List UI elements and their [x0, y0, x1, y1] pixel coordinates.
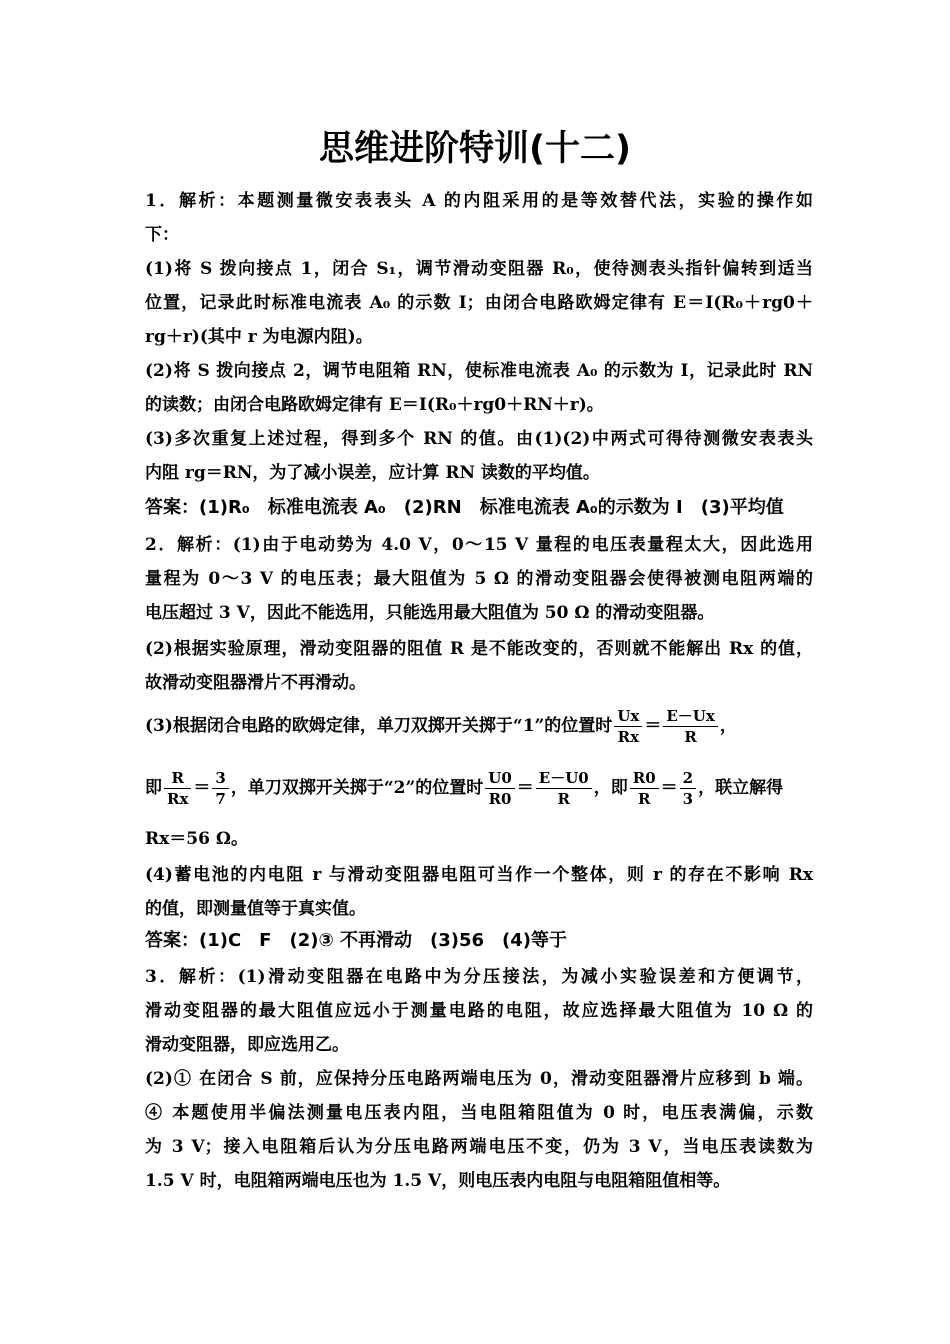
- fraction-r-over-rx: $\frac{R}{Rx}$: [164, 768, 191, 809]
- q3-line-5: ④ 本题使用半偏法测量电压表内阻，当电阻箱阻值为 0 时，电压表满偏，示数: [145, 1103, 813, 1123]
- q2-line-7-suffix: ，联立解得: [698, 778, 784, 798]
- q2-line-7-middle: ，单刀双掷开关掷于“2”的位置时: [230, 778, 484, 798]
- fraction-ux-over-rx: $\frac{Ux}{Rx}$: [614, 706, 642, 747]
- q2-line-4: (2)根据实验原理，滑动变阻器的阻值 R 是不能改变的，否则就不能解出 Rx 的值，: [145, 639, 813, 659]
- fraction-e-minus-ux-over-r: $\frac{E-Ux}{R}$: [663, 706, 717, 747]
- q2-line-1: 2．解析：(1)由于电动势为 4.0 V，0～15 V 量程的电压表量程太大，因此选用: [145, 535, 813, 555]
- q3-line-4: (2)① 在闭合 S 前，应保持分压电路两端电压为 0，滑动变阻器滑片应移到 b 端。: [145, 1069, 813, 1089]
- q3-line-3: 滑动变阻器，即应选用乙。: [145, 1035, 349, 1055]
- q2-line-5: 故滑动变阻器滑片不再滑动。: [145, 673, 366, 693]
- q2-line-3: 电压超过 3 V，因此不能选用，只能选用最大阻值为 50 Ω 的滑动变阻器。: [145, 603, 715, 623]
- fraction-2-over-3: $\frac{2}{3}$: [680, 768, 696, 809]
- q2-line-2: 量程为 0～3 V 的电压表；最大阻值为 5 Ω 的滑动变阻器会使得被测电阻两端的: [145, 569, 813, 589]
- fraction-r0-over-r: $\frac{R0}{R}$: [630, 768, 659, 809]
- q1-line-1: 1．解析：本题测量微安表表头 A 的内阻采用的是等效替代法，实验的操作如: [145, 191, 813, 211]
- q2-line-6: (3)根据闭合电路的欧姆定律，单刀双掷开关掷于“1”的位置时 $\frac{Ux}{Rx}$ ＝ $\frac{E-Ux}{R}$ ，: [145, 707, 737, 746]
- q1-line-2: 下：: [145, 225, 179, 245]
- fraction-u0-over-r0: $\frac{U0}{R0}$: [485, 768, 515, 809]
- q2-line-7-ji: ，即: [593, 778, 628, 798]
- q2-answer: 答案：(1)C F (2)③ 不再滑动 (3)56 (4)等于: [145, 930, 567, 951]
- q3-line-2: 滑动变阻器的最大阻值应远小于测量电路的电阻，故应选择最大阻值为 10 Ω 的: [145, 1001, 813, 1021]
- q2-line-6-text: (3)根据闭合电路的欧姆定律，单刀双掷开关掷于“1”的位置时: [145, 716, 613, 736]
- q2-line-9: (4)蓄电池的内电阻 r 与滑动变阻器电阻可当作一个整体，则 r 的存在不影响 Rx: [145, 865, 813, 885]
- fraction-3-over-7: $\frac{3}{7}$: [212, 768, 228, 809]
- q1-line-7: 的读数；由闭合电路欧姆定律有 E＝I(R₀＋rg0＋RN＋r)。: [145, 395, 604, 415]
- q1-line-9: 内阻 rg＝RN，为了减小误差，应计算 RN 读数的平均值。: [145, 463, 600, 483]
- q3-line-1: 3．解析：(1)滑动变阻器在电路中为分压接法，为减小实验误差和方便调节，: [145, 967, 813, 987]
- q1-line-6: (2)将 S 拨向接点 2，调节电阻箱 RN，使标准电流表 A₀ 的示数为 I，记录此时 RN: [145, 361, 813, 381]
- fraction-e-minus-u0-over-r: $\frac{E-U0}{R}$: [536, 768, 592, 809]
- q2-line-8: Rx＝56 Ω。: [145, 829, 248, 849]
- q1-answer: 答案：(1)R₀ 标准电流表 A₀ (2)RN 标准电流表 A₀的示数为 I (3)平均值: [145, 497, 784, 518]
- q1-line-5: rg＋r)(其中 r 为电源内阻)。: [145, 327, 373, 347]
- q2-line-7-prefix: 即: [145, 778, 162, 798]
- q2-line-7: 即 $\frac{R}{Rx}$ ＝ $\frac{3}{7}$ ，单刀双掷开关掷于“2”的位置时 $\frac{U0}{R0}$ ＝ $\frac{E-U0}{R}$ ，即 $\frac{R0}{R}$ ＝ $\frac{2}{3}$ ，联立解得: [145, 769, 784, 808]
- q2-line-10: 的值，即测量值等于真实值。: [145, 899, 366, 919]
- q1-line-8: (3)多次重复上述过程，得到多个 RN 的值。由(1)(2)中两式可得待测微安表表头: [145, 429, 813, 449]
- q1-line-3: (1)将 S 拨向接点 1，闭合 S₁，调节滑动变阻器 R₀，使待测表头指针偏转到适当: [145, 259, 813, 279]
- q3-line-7: 1.5 V 时，电阻箱两端电压也为 1.5 V，则电压表内电阻与电阻箱阻值相等。: [145, 1171, 731, 1191]
- q1-line-4: 位置，记录此时标准电流表 A₀ 的示数 I；由闭合电路欧姆定律有 E＝I(R₀＋rg0＋: [145, 293, 813, 313]
- page-title: 思维进阶特训(十二): [319, 129, 631, 169]
- q3-line-6: 为 3 V；接入电阻箱后认为分压电路两端电压不变，仍为 3 V，当电压表读数为: [145, 1137, 813, 1157]
